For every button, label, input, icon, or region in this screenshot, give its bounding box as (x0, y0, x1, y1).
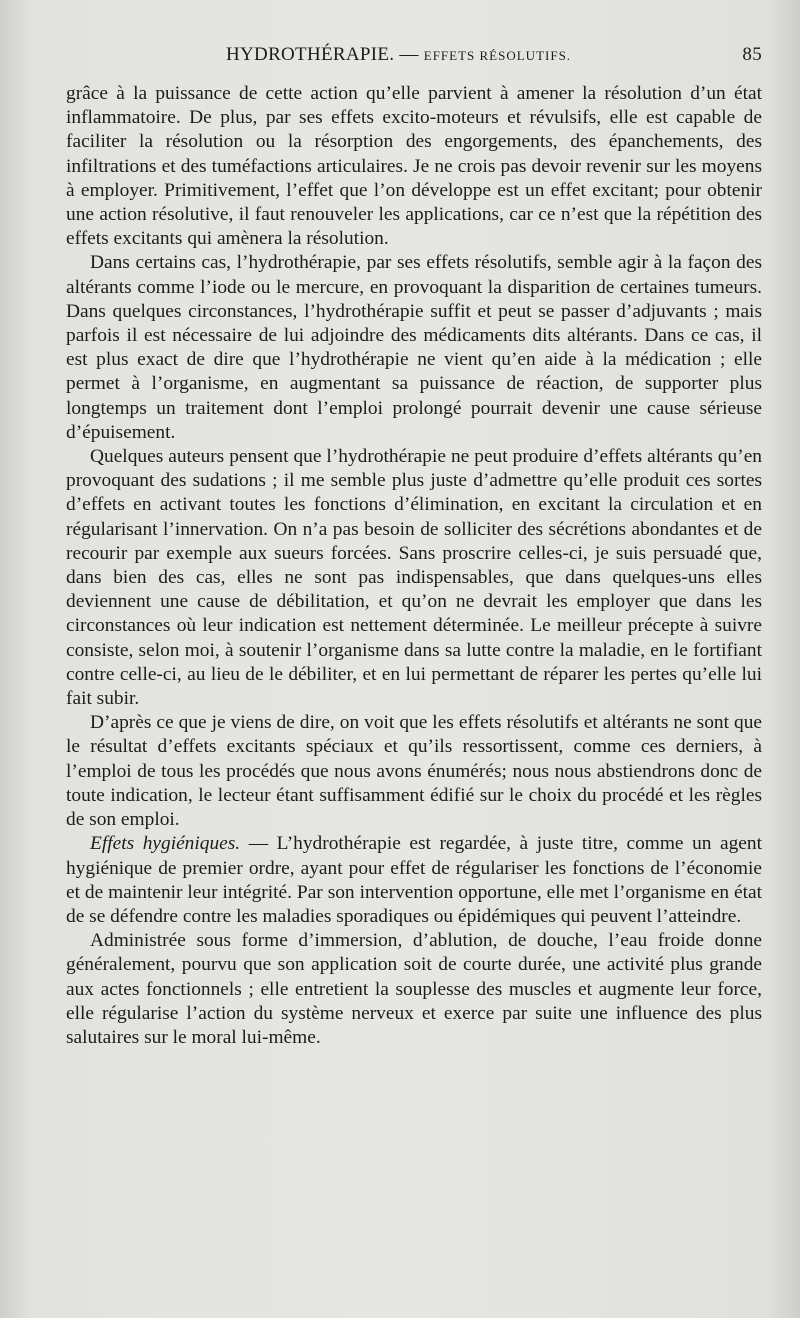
body-text (66, 82, 762, 1050)
running-head (66, 44, 762, 78)
page-number: 85 (742, 44, 762, 65)
paragraph-6: Administrée sous forme d’immersion, d’ablution, de douche, l’eau froide donne généralement, pourvu que son application soit de courte durée, une activité plus grande aux actes fonctionnels ; elle entretient la souplesse des muscles et augmente leur force, elle régularise l’action du système nerveux et exerce par suite une influence des plus salutaires sur le moral lui-même. (66, 930, 762, 1048)
running-title (226, 44, 571, 66)
paragraph-1: grâce à la puissance de cette action qu’elle parvient à amener la résolution d’un état inflammatoire. De plus, par ses effets excito-moteurs et révulsifs, elle est capable de faciliter la résolution ou la résorption des engorgements, des épanchements, des infiltrations et des tuméfactions articulaires. Je ne crois pas devoir revenir sur les moyens à employer. Primitivement, l’effet que l’on développe est un effet excitant; pour obtenir une action résolutive, il faut renouveler les applications, car ce n’est que la répétition des effets excitants qui amènera la résolution. (66, 83, 762, 250)
running-title-main: HYDROTHÉRAPIE. — (226, 44, 419, 65)
section-heading-effets-hygieniques: Effets hygiéniques. (90, 833, 241, 855)
paragraph-2: Dans certains cas, l’hydrothérapie, par ses effets résolutifs, semble agir à la façon des altérants comme l’iode ou le mercure, en provoquant la disparition de certaines tumeurs. Dans quelques circonstances, l’hydrothérapie suffit et peut se passer d’adjuvants ; mais parfois il est nécessaire de lui adjoindre des médicaments dits altérants. Dans ce cas, il est plus exact de dire que l’hydrothérapie ne vient qu’en aide à la médication ; elle permet à l’organisme, en augmentant sa puissance de réaction, de supporter plus longtemps un traitement dont l’emploi prolongé pourrait devenir une cause sérieuse d’épuisement. (66, 252, 762, 443)
paragraph-3: Quelques auteurs pensent que l’hydrothérapie ne peut produire d’effets altérants qu’en provoquant des sudations ; il me semble plus juste d’admettre qu’elle produit ces sortes d’effets en activant toutes les fonctions d’élimination, en excitant la circulation et en régularisant l’innervation. On n’a pas besoin de solliciter des sécrétions abondantes et de recourir par exemple aux sueurs forcées. Sans proscrire celles-ci, je suis persuadé que, dans bien des cas, elles ne sont pas indispensables, que dans quelques-uns elles deviennent une cause de débilitation, et qu’on ne devrait les employer que dans les circonstances où leur indication est nettement déterminée. Le meilleur précepte à suivre consiste, selon moi, à soutenir l’organisme dans sa lutte contre la maladie, en le fortifiant contre celle-ci, au lieu de le débiliter, et en lui permettant de réparer les pertes qu’elle lui fait subir. (66, 446, 762, 710)
running-title-section: EFFETS RÉSOLUTIFS. (423, 48, 572, 63)
paragraph-4: D’après ce que je viens de dire, on voit que les effets résolutifs et altérants ne sont que le résultat d’effets excitants spéciaux et qu’ils ressortissent, comme ces derniers, à l’emploi de tous les procédés que nous avons énumérés; nous nous abstiendrons donc de toute indication, le lecteur étant suffisamment édifié sur le choix du procédé et les règles de son emploi. (66, 712, 762, 831)
paragraph-5 (66, 832, 762, 929)
paragraph-5-text: — L’hydrothérapie est regardée, à juste titre, comme un agent hygiénique de premier ordre, ayant pour effet de régulariser les fonctions de l’économie et de maintenir leur intégrité. Par son intervention opportune, elle met l’organisme en état de se défendre contre les maladies sporadiques ou épidémiques qui peuvent l’atteindre. (66, 833, 762, 927)
